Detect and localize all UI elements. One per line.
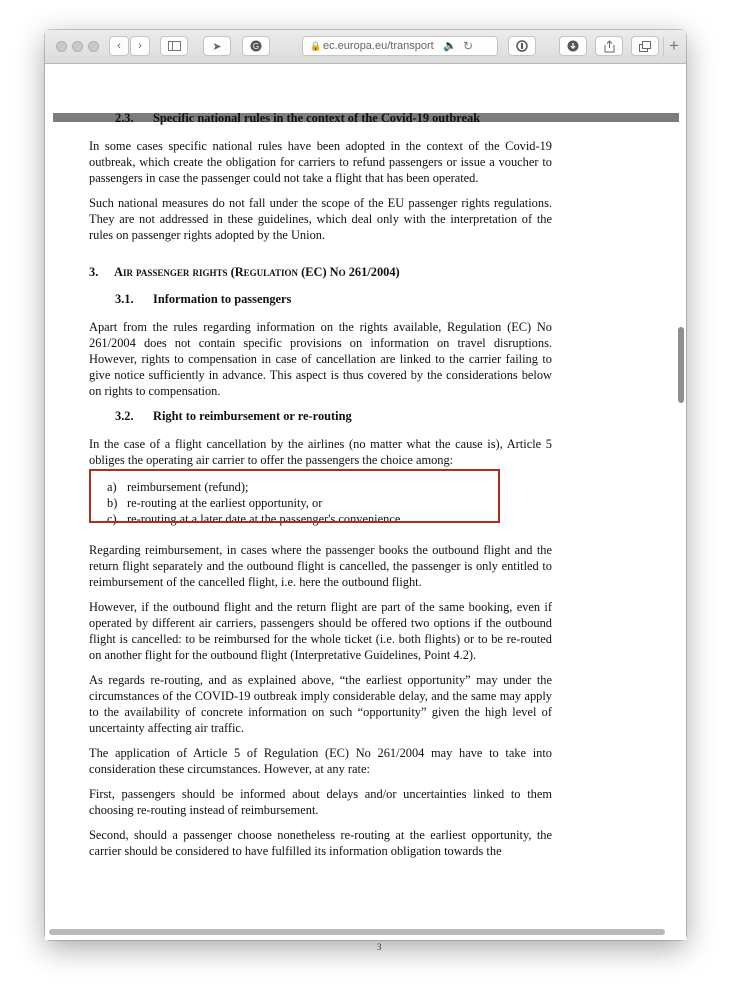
plus-icon: + bbox=[669, 36, 679, 55]
new-tab-button[interactable] bbox=[663, 37, 684, 57]
paragraph: In the case of a flight cancellation by the airlines (no matter what the cause is), Article 5 obliges the operating air carrier to offer the passengers the choice among: bbox=[89, 437, 552, 467]
reload-icon[interactable]: ↻ bbox=[463, 39, 474, 53]
password-extension-button[interactable] bbox=[508, 36, 536, 56]
close-window-icon[interactable] bbox=[56, 41, 67, 52]
paragraph: The application of Article 5 of Regulation (EC) No 261/2004 may have to take into consideration these circumstances. However, at any rate: bbox=[89, 746, 552, 776]
paragraph: However, if the outbound flight and the return flight are part of the same booking, even if operated by different air carriers, passengers should be offered two options if the outbound flight is cancelled: to be reimbursed for the whole ticket (i.e. both flights) or to be re-routed on another flight for the outbound flight (Interpretative Guidelines, Point 4.2). bbox=[89, 600, 552, 662]
chevron-right-icon: › bbox=[138, 40, 142, 52]
tab-overview-button[interactable] bbox=[631, 36, 659, 56]
highlight-frame bbox=[89, 469, 500, 523]
paragraph: Second, should a passenger choose nonetheless re-routing at the earliest opportunity, the carrier should be considered to have fulfilled its information obligation towards the bbox=[89, 828, 552, 858]
grammarly-extension-button[interactable] bbox=[242, 36, 270, 56]
downloads-button[interactable] bbox=[559, 36, 587, 56]
sidebar-icon bbox=[168, 41, 181, 51]
sidebar-button[interactable] bbox=[160, 36, 188, 56]
paragraph: Apart from the rules regarding information on the rights available, Regulation (EC) No 261/2004 does not contain specific provisions on information on travel disruptions. However, rights to compensation in case of cancellation are linked to the carrier failing to give notice sufficiently in advance. This aspect is thus covered by the considerations below on rights to compensation. bbox=[89, 320, 552, 398]
page-number: 3 bbox=[377, 942, 382, 952]
section-heading-3-2: 3.2. Right to reimbursement or re-routing bbox=[115, 409, 352, 423]
list-item: b) re-routing at the earliest opportunity, or bbox=[107, 496, 323, 510]
share-button[interactable] bbox=[595, 36, 623, 56]
download-icon bbox=[567, 40, 579, 52]
minimize-window-icon[interactable] bbox=[72, 41, 83, 52]
address-bar[interactable] bbox=[302, 36, 498, 56]
lock-icon: 🔒 bbox=[310, 41, 322, 51]
zoom-window-icon[interactable] bbox=[88, 41, 99, 52]
paragraph: Such national measures do not fall under the scope of the EU passenger rights regulations. They are not addressed in these guidelines, which deal only with the interpretation of the rules on passenger rights adopted by the Union. bbox=[89, 196, 552, 242]
section-heading-3-1: 3.1. Information to passengers bbox=[115, 292, 292, 306]
document-page bbox=[89, 110, 552, 868]
svg-text:G: G bbox=[252, 42, 260, 51]
section-heading-3: 3. Air passenger rights (Regulation (EC) No 261/2004) bbox=[89, 265, 400, 279]
onepassword-icon bbox=[516, 40, 528, 52]
grammarly-icon bbox=[250, 40, 262, 52]
chevron-left-icon: ‹ bbox=[117, 40, 121, 52]
browser-toolbar bbox=[45, 30, 686, 64]
back-button[interactable] bbox=[109, 36, 129, 56]
section-heading-2-3: 2.3. Specific national rules in the context of the Covid-19 outbreak bbox=[115, 111, 481, 125]
url-text: ec.europa.eu/transport bbox=[323, 40, 434, 52]
forward-button[interactable] bbox=[130, 36, 150, 56]
rocket-extension-button[interactable] bbox=[203, 36, 231, 56]
list-item: a) reimbursement (refund); bbox=[107, 480, 249, 494]
horizontal-scrollbar[interactable] bbox=[49, 929, 665, 935]
paragraph: First, passengers should be informed about delays and/or uncertainties linked to them choosing re-routing instead of reimbursement. bbox=[89, 787, 552, 817]
paragraph: Regarding reimbursement, in cases where the passenger books the outbound flight and the return flight separately and the outbound flight is cancelled, the passenger is only entitled to reimbursement of the cancelled flight, i.e. here the outbound flight. bbox=[89, 543, 552, 589]
vertical-scrollbar[interactable] bbox=[678, 327, 684, 403]
tabs-icon bbox=[639, 41, 651, 52]
paragraph: In some cases specific national rules have been adopted in the context of the Covid-19 outbreak, which create the obligation for carriers to refund passengers or issue a voucher to passengers in case the passenger could not take a flight that has been operated. bbox=[89, 139, 552, 185]
list-item: c) re-routing at a later date at the passenger's convenience. bbox=[107, 512, 404, 526]
rocket-icon: ➤ bbox=[212, 40, 222, 53]
share-icon bbox=[604, 40, 615, 53]
audio-icon[interactable]: 🔈 bbox=[443, 40, 457, 52]
paragraph: As regards re-routing, and as explained above, “the earliest opportunity” may under the circumstances of the COVID-19 outbreak imply considerable delay, and the same may apply to the availability of concrete information on such “opportunity” given the high level of uncertainty affecting air traffic. bbox=[89, 673, 552, 735]
options-list bbox=[89, 477, 552, 529]
